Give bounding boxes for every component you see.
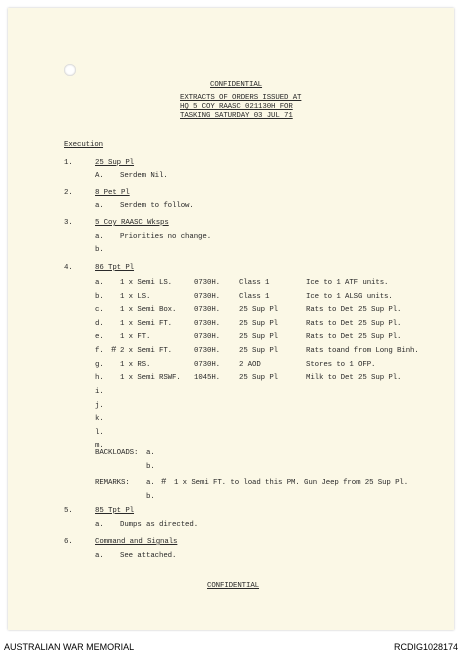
- sub-letter: b.: [95, 246, 104, 254]
- empty-letter: k.: [95, 415, 104, 423]
- handwritten-mark: #: [161, 477, 167, 487]
- task-letter: b.: [95, 292, 104, 301]
- task-letter: h.: [95, 374, 104, 383]
- task-time: 0730H.: [194, 319, 221, 328]
- task-description: Rats to Det 25 Sup Pl.: [306, 333, 402, 342]
- task-letter: c.: [95, 306, 104, 315]
- task-unit: Class 1: [239, 292, 270, 301]
- task-vehicle: 1 x Semi Box.: [120, 306, 177, 315]
- task-unit: 25 Sup Pl: [239, 333, 279, 342]
- task-unit: 2 AOD: [239, 360, 261, 369]
- task-unit: 25 Sup Pl: [239, 347, 279, 355]
- task-vehicle: 1 x RS.: [120, 360, 151, 369]
- sub-letter: a.: [95, 521, 104, 529]
- task-unit: 25 Sup Pl: [239, 374, 279, 383]
- task-time: 0730H.: [194, 306, 221, 315]
- para-title: Command and Signals: [95, 538, 178, 546]
- para-number: 1.: [64, 159, 73, 167]
- para-number: 2.: [64, 189, 73, 197]
- task-vehicle: 1 x LS.: [120, 292, 151, 301]
- footer-source: AUSTRALIAN WAR MEMORIAL: [4, 642, 135, 652]
- para-number: 5.: [64, 507, 73, 515]
- sub-letter: a.: [95, 233, 104, 241]
- task-time: 0730H.: [194, 360, 221, 369]
- task-time: 0730H.: [194, 333, 221, 342]
- sub-letter: a.: [146, 479, 155, 487]
- sub-letter: a.: [95, 552, 104, 560]
- handwritten-mark: #: [111, 345, 117, 355]
- task-vehicle: 1 x Semi FT.: [120, 319, 173, 328]
- task-time: 0730H.: [194, 279, 221, 287]
- para-number: 3.: [64, 219, 73, 227]
- empty-letter: j.: [95, 401, 104, 410]
- classification-top: CONFIDENTIAL: [210, 81, 263, 89]
- task-description: Rats to Det 25 Sup Pl.: [306, 306, 402, 315]
- para-title: 8 Pet Pl: [95, 189, 130, 197]
- task-unit: Class 1: [239, 279, 270, 287]
- sub-letter: a.: [146, 449, 155, 457]
- sub-letter: b.: [146, 463, 155, 471]
- task-unit: 25 Sup Pl: [239, 306, 279, 315]
- punch-hole: [64, 64, 76, 76]
- para-title: 25 Sup Pl: [95, 159, 135, 167]
- para-title: 5 Coy RAASC Wksps: [95, 219, 169, 227]
- task-letter: e.: [95, 333, 104, 342]
- heading-line-1: EXTRACTS OF ORDERS ISSUED AT: [180, 94, 302, 102]
- document-page: [8, 8, 454, 630]
- sub-text: Priorities no change.: [120, 233, 212, 241]
- sub-text: Dumps as directed.: [120, 521, 199, 529]
- task-unit: 25 Sup Pl: [239, 319, 279, 328]
- heading-line-3: TASKING SATURDAY 03 JUL 71: [180, 112, 293, 120]
- empty-letter: l.: [95, 428, 104, 437]
- sub-text: Serdem to follow.: [120, 202, 194, 210]
- task-letter: g.: [95, 360, 104, 369]
- heading-line-2: HQ 5 COY RAASC 021130H FOR: [180, 103, 293, 111]
- sub-text: See attached.: [120, 552, 177, 560]
- section-title: Execution: [64, 141, 104, 149]
- task-letter: d.: [95, 319, 104, 328]
- sub-text: Serdem Nil.: [120, 172, 168, 180]
- footer-reference: RCDIG1028174: [393, 642, 458, 652]
- task-time: 1045H.: [194, 374, 221, 383]
- remarks-label: REMARKS:: [95, 479, 130, 487]
- task-time: 0730H.: [194, 347, 221, 355]
- sub-letter: A.: [95, 172, 104, 180]
- para-title: 86 Tpt Pl: [95, 264, 135, 272]
- task-vehicle: 1 x Semi RSWF.: [120, 374, 181, 383]
- task-description: Ice to 1 ATF units.: [306, 279, 389, 287]
- task-time: 0730H.: [194, 292, 221, 301]
- task-vehicle: 1 x Semi LS.: [120, 279, 173, 287]
- task-description: Rats toand from Long Binh.: [306, 347, 419, 355]
- task-description: Ice to 1 ALSG units.: [306, 292, 393, 301]
- task-description: Stores to 1 OFP.: [306, 360, 376, 369]
- remarks-text: 1 x Semi FT. to load this PM. Gun Jeep from 25 Sup Pl.: [174, 479, 409, 487]
- task-letter: a.: [95, 279, 104, 287]
- para-number: 4.: [64, 264, 73, 272]
- task-description: Milk to Det 25 Sup Pl.: [306, 374, 402, 383]
- task-vehicle: 1 x FT.: [120, 333, 151, 342]
- footer-bar: [0, 632, 462, 654]
- task-vehicle: 2 x Semi FT.: [120, 347, 173, 355]
- sub-letter: a.: [95, 202, 104, 210]
- para-title: 85 Tpt Pl: [95, 507, 135, 515]
- backloads-label: BACKLOADS:: [95, 449, 139, 457]
- empty-letter: m.: [95, 442, 104, 450]
- para-number: 6.: [64, 538, 73, 546]
- sub-letter: b.: [146, 493, 155, 501]
- classification-bottom: CONFIDENTIAL: [207, 582, 260, 590]
- empty-letter: i.: [95, 388, 104, 396]
- task-description: Rats to Det 25 Sup Pl.: [306, 319, 402, 328]
- task-letter: f.: [95, 347, 104, 355]
